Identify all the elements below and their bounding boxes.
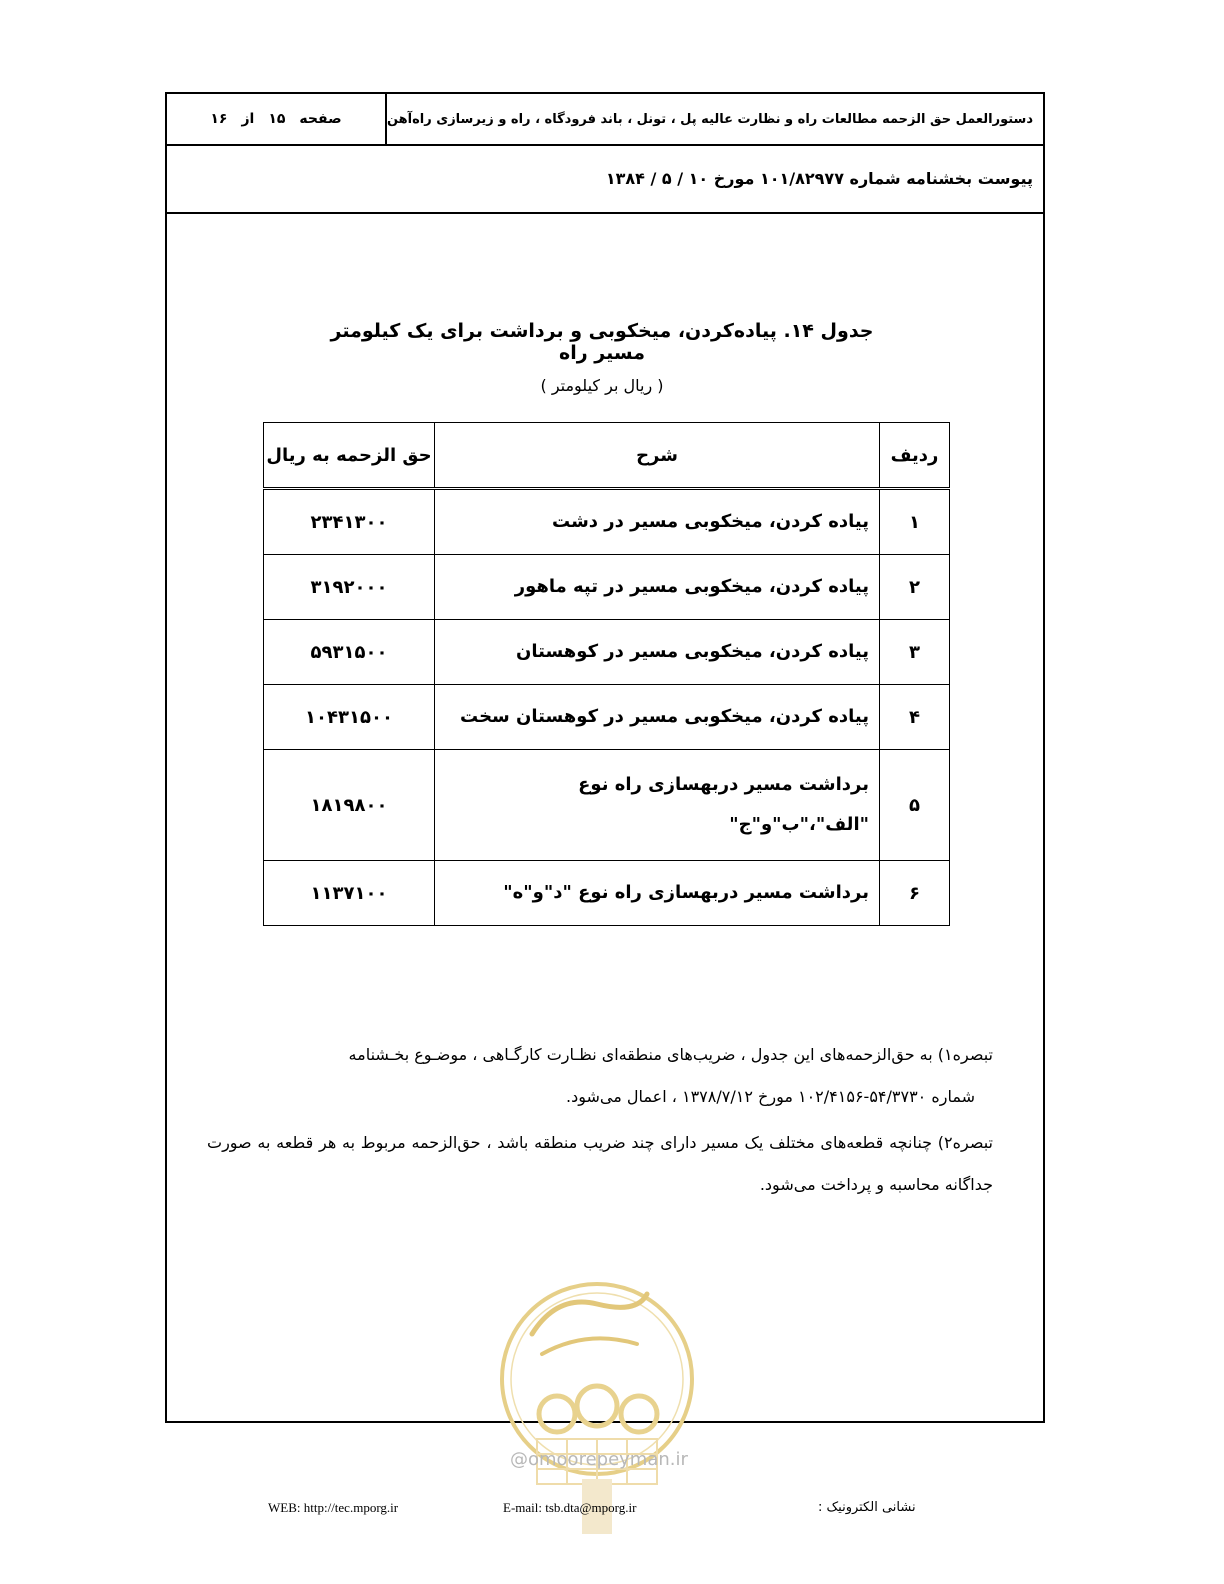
footer-web: WEB: http://tec.mporg.ir xyxy=(268,1500,399,1515)
row-number: ۵ xyxy=(880,750,950,861)
row-fee: ۵۹۳۱۵۰۰ xyxy=(264,620,435,685)
table-row xyxy=(264,555,950,620)
row-description: پیاده کردن، میخکوبی مسیر در کوهستان xyxy=(435,620,880,685)
row-description: پیاده کردن، میخکوبی مسیر در تپه ماهور xyxy=(435,555,880,620)
row-number: ۲ xyxy=(880,555,950,620)
seal-gear xyxy=(539,1396,575,1432)
page-frame xyxy=(165,92,1045,1423)
table-row xyxy=(264,489,950,555)
row-fee: ۱۸۱۹۸۰۰ xyxy=(264,750,435,861)
header-row-number: ردیف xyxy=(880,423,950,489)
table-title: جدول ۱۴. پیاده‌کردن، میخکوبی و برداشت برای یک کیلومتر مسیر راه xyxy=(330,320,874,364)
row-description-line2: "الف"،"ب"و"ج" xyxy=(729,814,869,835)
annex-reference: پیوست بخشنامه شماره ۱۰۱/۸۲۹۷۷ مورخ ۱۰ / ۵ / ۱۳۸۴ xyxy=(167,144,1043,214)
row-fee: ۱۰۴۳۱۵۰۰ xyxy=(264,685,435,750)
row-number: ۱ xyxy=(880,489,950,555)
row-number: ۶ xyxy=(880,861,950,926)
seal-watermark xyxy=(497,1274,697,1534)
note-1 xyxy=(207,1034,993,1118)
site-watermark: @omoorepeyman.ir xyxy=(510,1449,688,1470)
note-1-line2: شماره ۵۴/۳۷۳۰-۱۰۲/۴۱۵۶ مورخ ۱۳۷۸/۷/۱۲ ، اعمال می‌شود. xyxy=(566,1087,975,1106)
document-title: دستورالعمل حق الزحمه مطالعات راه و نظارت عالیه پل ، تونل ، باند فرودگاه ، راه و زیرسازی راه‌آهن xyxy=(386,111,1033,127)
page-of: از xyxy=(241,111,255,127)
table-unit: ( ریال بر کیلومتر ) xyxy=(540,376,664,395)
footer-label: نشانی الکترونیک : xyxy=(818,1500,916,1515)
table-row xyxy=(264,750,950,861)
fee-table xyxy=(263,422,950,926)
seal-ornament xyxy=(542,1338,637,1354)
row-fee: ۲۳۴۱۳۰۰ xyxy=(264,489,435,555)
note-1-line1: تبصره۱) به حق‌الزحمه‌های این جدول ، ضریب‌های منطقه‌ای نظـارت کارگـاهی ، موضـوع بخـشنامه xyxy=(348,1045,993,1064)
header-fee: حق الزحمه به ریال xyxy=(264,423,435,489)
seal-gear xyxy=(577,1386,617,1426)
row-description-line1: برداشت مسیر دربهسازی راه نوع xyxy=(578,774,869,795)
row-fee: ۳۱۹۲۰۰۰ xyxy=(264,555,435,620)
table-row xyxy=(264,685,950,750)
page-current: ۱۵ xyxy=(268,111,286,127)
notes xyxy=(207,1034,993,1210)
table-header-row xyxy=(264,423,950,489)
footer-email: E-mail: tsb.dta@mporg.ir xyxy=(503,1500,637,1515)
row-fee: ۱۱۳۷۱۰۰ xyxy=(264,861,435,926)
row-description: برداشت مسیر دربهسازی راه نوع "د"و"ه" xyxy=(435,861,880,926)
page-number xyxy=(167,94,387,144)
table-row xyxy=(264,861,950,926)
row-description: پیاده کردن، میخکوبی مسیر در دشت xyxy=(435,489,880,555)
row-description: پیاده کردن، میخکوبی مسیر در کوهستان سخت xyxy=(435,685,880,750)
row-number: ۴ xyxy=(880,685,950,750)
page-label: صفحه xyxy=(299,111,342,127)
note-2: تبصره۲) چنانچه قطعه‌های مختلف یک مسیر دارای چند ضریب منطقه باشد ، حق‌الزحمه مربوط به هر قطعه به صورت جداگانه محاسبه و پرداخت می‌شود. xyxy=(207,1133,993,1194)
page-total: ۱۶ xyxy=(210,111,228,127)
header-description: شرح xyxy=(435,423,880,489)
table-row xyxy=(264,620,950,685)
header-row xyxy=(167,94,1043,146)
row-number: ۳ xyxy=(880,620,950,685)
seal-gear xyxy=(621,1396,657,1432)
row-description xyxy=(435,750,880,861)
